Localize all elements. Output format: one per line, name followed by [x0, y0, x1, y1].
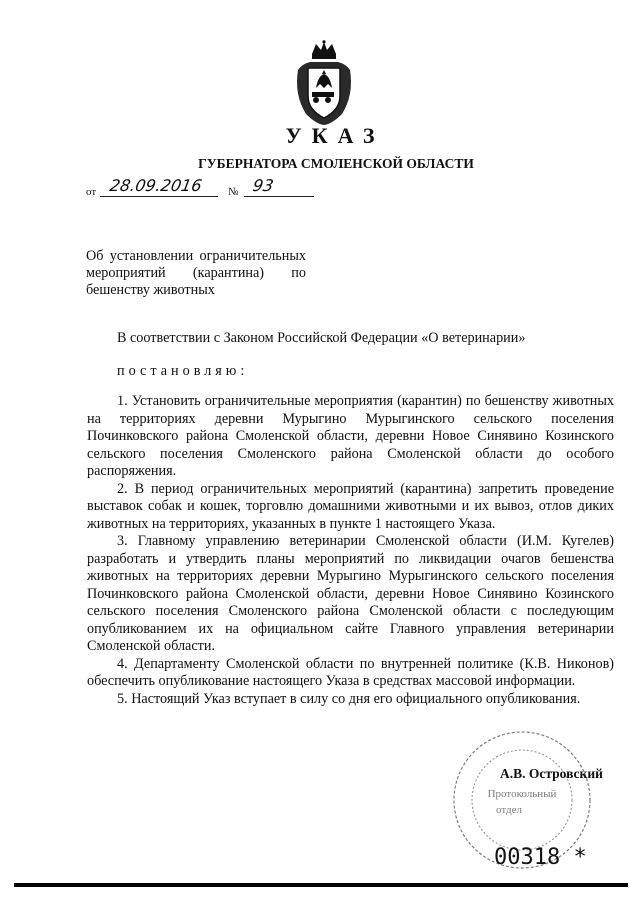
coat-of-arms-emblem [288, 40, 360, 126]
clause-1: 1. Установить ограничительные мероприятия (карантин) по бешенству животных на территориях деревни Мурыгино Мурыгинского сельского поселения Починковского района Смоленской области, деревни Новое Синявино Козинского сельского поселения Смоленского района Смоленской области до особого распоряжения. [87, 393, 614, 479]
document-subtitle: ГУБЕРНАТОРА СМОЛЕНСКОЙ ОБЛАСТИ [198, 156, 474, 171]
date-label: от [86, 186, 97, 198]
decree-body [87, 381, 614, 708]
handwritten-number: 93 [251, 176, 276, 195]
clause-4: 4. Департаменту Смоленской области по внутренней политике (К.В. Никонов) обеспечить опубликование настоящего Указа в средствах массовой информации. [87, 655, 614, 689]
date-number-line [86, 176, 326, 200]
clause-5: 5. Настоящий Указ вступает в силу со дня его официального опубликования. [117, 690, 581, 707]
date-underline [100, 196, 218, 197]
stamp-text-line2: отдел [496, 804, 522, 816]
number-label: № [228, 186, 239, 198]
number-underline [244, 196, 314, 197]
document-subject: Об установлении ограничительных мероприятий (карантина) по бешенству животных [86, 248, 306, 298]
stamp-text-line1: Протокольный [487, 788, 557, 800]
clause-2: 2. В период ограничительных мероприятий (карантина) запретить проведение выставок собак и кошек, торговлю домашними животными и их вывоз, отлов диких животных на территориях, указанных в пункте 1 настоящего Указа. [87, 480, 614, 532]
bottom-rule [14, 883, 628, 887]
decree-word: постановляю: [117, 363, 249, 379]
signatory-name: А.В. Островский [500, 766, 603, 781]
registration-number: 00318 * [494, 845, 587, 870]
handwritten-date: 28.09.2016 [108, 176, 204, 195]
preamble: В соответствии с Законом Российской Федерации «О ветеринарии» [117, 330, 526, 346]
document-title: УКАЗ [285, 123, 385, 148]
clause-3: 3. Главному управлению ветеринарии Смоленской области (И.М. Кугелев) разработать и утвердить планы мероприятий по ликвидации очагов бешенства животных на территориях деревни Мурыгино Мурыгинского сельского поселения Починковского района Смоленской области, деревни Новое Синявино Козинского сельского поселения Смоленского района Смоленской области с последующим опубликованием их на официальном сайте Главного управления ветеринарии Смоленской области. [87, 533, 614, 654]
